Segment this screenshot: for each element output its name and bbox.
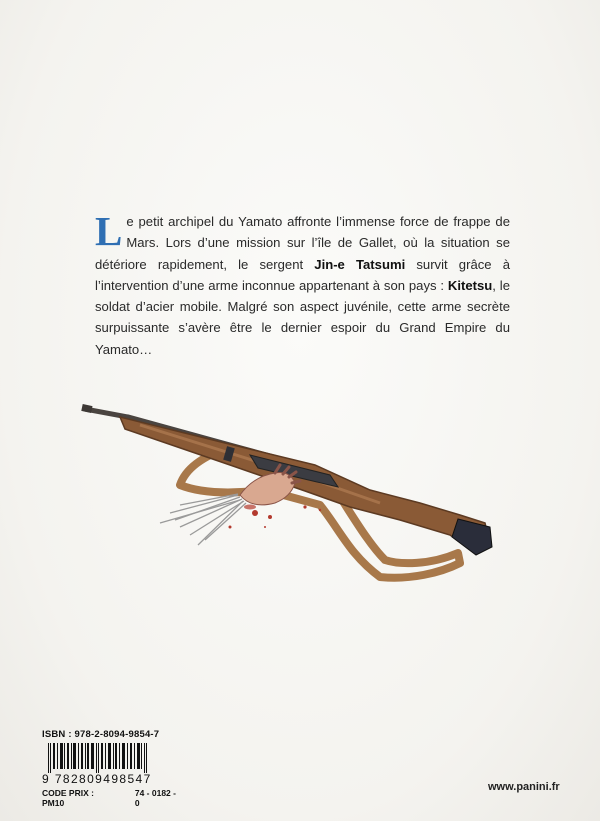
barcode-first-digit: 9	[42, 772, 51, 786]
synopsis-text	[95, 208, 510, 360]
price-code-line	[42, 788, 182, 808]
barcode-group-2: 498547	[103, 772, 152, 786]
bone-wires	[160, 494, 246, 545]
blood-splatter	[229, 505, 322, 529]
reference-number: 74 - 0182 - 0	[134, 788, 176, 808]
barcode-digits	[42, 772, 182, 786]
synopsis-part-1: e petit archipel du Yamato affronte l’immense force de frappe de Mars. Lors d’une mission sur l’île de Gallet, où la situation se détériore rapidement, le sergent	[95, 214, 510, 272]
synopsis-part-3: , le soldat d’acier mobile. Malgré son aspect juvénile, cette arme secrète surpuissante s’avère être le dernier espoir du Grand Empire du Yamato…	[95, 277, 510, 357]
character-name-jine: Jin-e Tatsumi	[314, 256, 406, 272]
drop-cap: L	[95, 208, 123, 254]
publisher-website: www.panini.fr	[488, 781, 560, 793]
barcode-image	[42, 743, 162, 773]
barcode-group-1: 782809	[54, 772, 104, 786]
rifle-illustration	[80, 395, 500, 595]
character-name-kitetsu: Kitetsu	[447, 277, 493, 293]
code-prix: CODE PRIX : PM10	[42, 788, 94, 808]
isbn-label: ISBN : 978-2-8094-9854-7	[42, 729, 160, 740]
synopsis-part-2: survit grâce à l’intervention d’une arme inconnue appartenant à son pays :	[95, 256, 510, 293]
isbn-block	[42, 729, 182, 808]
